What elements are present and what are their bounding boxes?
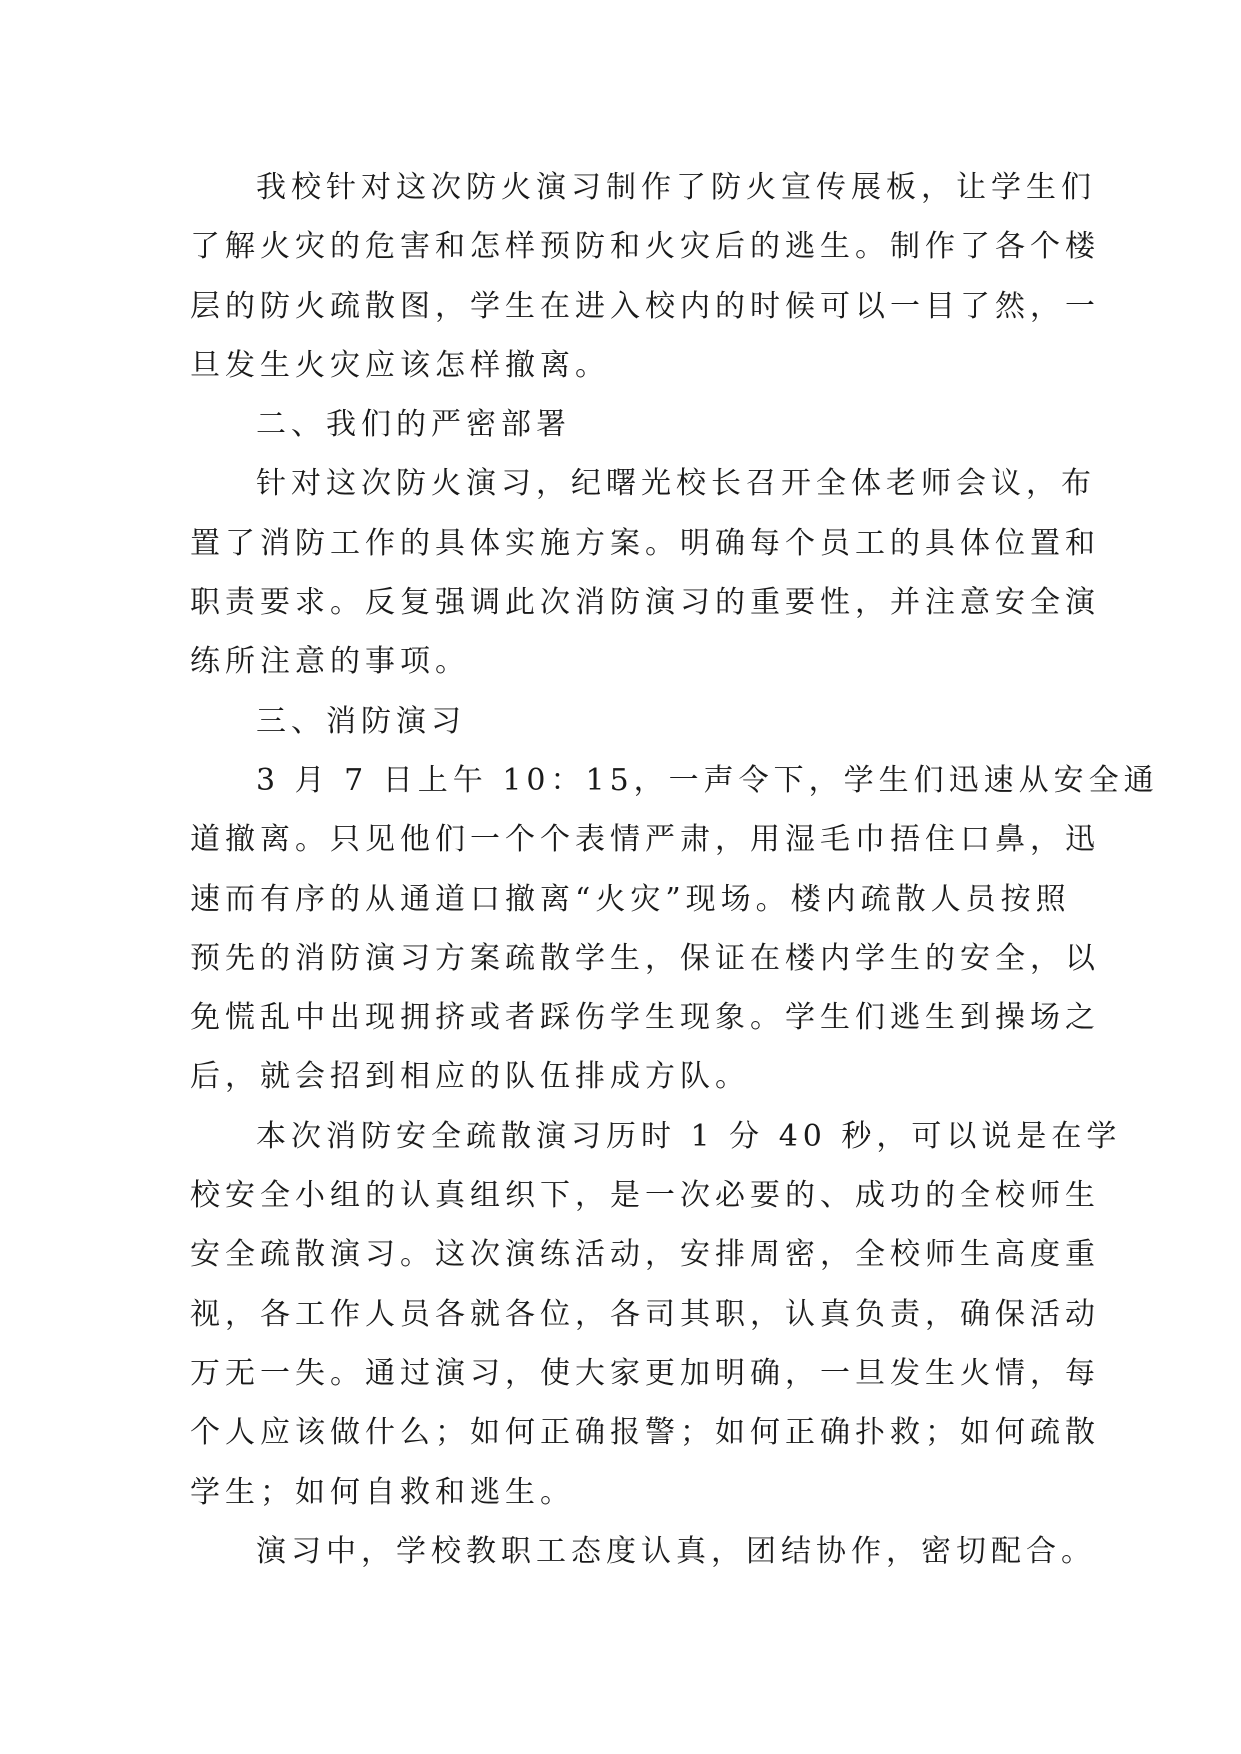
text-line: 旦发生火灾应该怎样撤离。 (190, 347, 610, 383)
text-line: 个人应该做什么；如何正确报警；如何正确扑救；如何疏散 (190, 1415, 1100, 1451)
text-line: 演习中，学校教职工态度认真，团结协作，密切配合。 (256, 1533, 1096, 1569)
text-line: 本次消防安全疏散演习历时 1 分 40 秒，可以说是在学 (256, 1118, 1122, 1154)
text-line: 置了消防工作的具体实施方案。明确每个员工的具体位置和 (190, 525, 1100, 561)
text-line: 道撤离。只见他们一个个表情严肃，用湿毛巾捂住口鼻，迅 (190, 822, 1100, 858)
text-line: 职责要求。反复强调此次消防演习的重要性，并注意安全演 (190, 585, 1100, 621)
text-line: 学生；如何自救和逃生。 (190, 1474, 575, 1510)
text-line: 针对这次防火演习，纪曙光校长召开全体老师会议，布 (256, 466, 1096, 502)
text-line: 免慌乱中出现拥挤或者踩伤学生现象。学生们逃生到操场之 (190, 1000, 1100, 1036)
text-line: 我校针对这次防火演习制作了防火宣传展板，让学生们 (256, 170, 1096, 205)
text-line: 预先的消防演习方案疏散学生，保证在楼内学生的安全，以 (190, 940, 1100, 976)
text-line: 校安全小组的认真组织下，是一次必要的、成功的全校师生 (190, 1178, 1100, 1214)
text-line: 万无一失。通过演习，使大家更加明确，一旦发生火情，每 (190, 1355, 1100, 1391)
text-line: 视，各工作人员各就各位，各司其职，认真负责，确保活动 (190, 1296, 1100, 1332)
text-line: 安全疏散演习。这次演练活动，安排周密，全校师生高度重 (190, 1237, 1100, 1273)
text-line: 练所注意的事项。 (190, 644, 470, 680)
text-line: 速而有序的从通道口撤离“火灾”现场。楼内疏散人员按照 (190, 881, 1071, 917)
text-line: 3 月 7 日上午 10：15，一声令下，学生们迅速从安全通 (256, 762, 1159, 798)
text-line: 后，就会招到相应的队伍排成方队。 (190, 1059, 750, 1095)
text-line: 层的防火疏散图，学生在进入校内的时候可以一目了然，一 (190, 288, 1100, 324)
text-line: 了解火灾的危害和怎样预防和火灾后的逃生。制作了各个楼 (190, 229, 1100, 265)
section-heading: 三、消防演习 (256, 703, 466, 739)
document-body (190, 158, 1159, 1581)
section-heading: 二、我们的严密部署 (256, 407, 571, 443)
